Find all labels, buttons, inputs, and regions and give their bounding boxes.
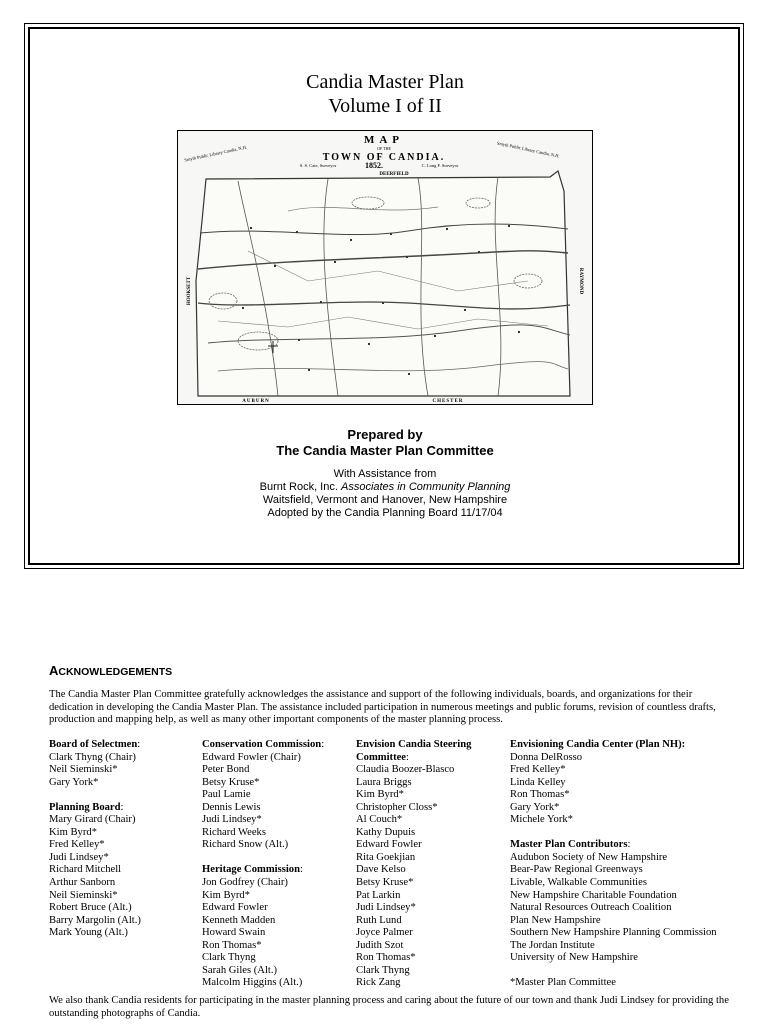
document-title: Candia Master Plan [306, 71, 464, 93]
map-surveyor-right: C. Long F. Surveyor [421, 163, 459, 168]
list-item: Natural Resources Outreach Coalition [510, 902, 672, 914]
list-item: Southern New Hampshire Planning Commission [510, 927, 717, 939]
list-item: New Hampshire Charitable Foundation [510, 889, 677, 901]
list-item: Livable, Walkable Communities [510, 877, 647, 889]
column-center-contributors: Envisioning Candia Center (Plan NH): Donna DelRosso Fred Kelley* Linda Kelley Ron Thomas* Gary York* Michele York* Master Plan Contributors: Audubon Society of New Hampshire Bear-Paw Regional Greenways Livable, Walkable Communities New Hampshire Charitable Foundation Natural Resources Outreach Coalition Plan New Hampshire Southern New Hampshire Planning Commission The Jordan Institute University of New Hampshire *Master Plan Committee [510, 739, 717, 989]
firm-name: Burnt Rock, Inc. [259, 481, 338, 493]
list-item: Gary York* [510, 801, 560, 813]
map-heading-main: TOWN OF CANDIA. [322, 152, 446, 163]
list-item: Judi Lindsey* [202, 814, 262, 826]
volume-subtitle: Volume I of II [328, 95, 442, 117]
list-item: Malcolm Higgins (Alt.) [202, 977, 303, 989]
list-item: The Jordan Institute [510, 939, 595, 951]
list-item: Ron Thomas* [202, 939, 262, 951]
list-item: Rick Zang [356, 977, 401, 989]
list-item: Ron Thomas* [510, 789, 570, 801]
conservation-title: Conservation Commission [202, 739, 322, 750]
list-item: Al Couch* [356, 814, 403, 826]
map-stamp-left: Smyth Public Library Candia, N.H. [183, 144, 248, 163]
map-heading-top: MAP [363, 134, 405, 146]
assistance-from: With Assistance from [333, 468, 437, 480]
list-item: Michele York* [510, 814, 573, 826]
list-item: Richard Weeks [202, 826, 266, 838]
firm-tagline: Associates in Community Planning [340, 481, 511, 493]
envision-title-line2: Committee [356, 751, 406, 763]
town-map-drawing [178, 131, 592, 404]
list-item: Howard Swain [202, 927, 266, 939]
map-year: 1852. [365, 161, 383, 170]
list-item: Peter Bond [202, 764, 250, 776]
firm-location: Waitsfield, Vermont and Hanover, New Hampshire [262, 494, 508, 506]
intro-paragraph: The Candia Master Plan Committee gratefully acknowledges the assistance and support of the following individuals, boards, and organizations for their dedication in developing the Candia Master Plan. The assistance included participation in numerous meetings and public forums, revision of countless drafts, production and mapping help, as well as many other important components of the master planning process. [49, 689, 716, 726]
list-item: Kim Byrd* [356, 789, 404, 801]
envisioning-center-title: Envisioning Candia Center (Plan NH): [510, 739, 686, 750]
adoption-note: Adopted by the Candia Planning Board 11/17/04 [267, 507, 503, 519]
list-item: Edward Fowler (Chair) [202, 751, 301, 763]
list-item: Bear-Paw Regional Greenways [510, 864, 643, 876]
closing-paragraph: We also thank Candia residents for participating in the master planning process and caring about the future of our town and thank Judi Lindsey for providing the outstanding photographs of Candia. [49, 995, 729, 1019]
heading-initial: A [49, 663, 59, 678]
selectmen-title: Board of Selectmen [49, 739, 138, 750]
map-edge-top: DEERFIELD [379, 172, 409, 177]
acknowledgements-heading [49, 663, 172, 678]
list-item: Jon Godfrey (Chair) [202, 877, 288, 889]
list-item: Mark Young (Alt.) [49, 927, 128, 939]
committee-name: The Candia Master Plan Committee [276, 443, 494, 458]
list-item: Judi Lindsey* [356, 902, 416, 914]
map-edge-bottom-left: AUBURN [242, 399, 270, 404]
list-item: Sarah Giles (Alt.) [202, 964, 278, 976]
list-item: Betsy Kruse* [202, 776, 260, 788]
list-item: Neil Sieminski* [49, 764, 118, 776]
list-item: Ron Thomas* [356, 952, 416, 964]
map-heading-of-the: OF THE [377, 146, 391, 151]
list-item: Audubon Society of New Hampshire [510, 851, 668, 863]
list-item: Claudia Boozer-Blasco [356, 764, 455, 776]
firm-line [25, 481, 745, 494]
list-item: Barry Margolin (Alt.) [49, 914, 141, 926]
town-map-image [177, 130, 593, 405]
list-item: Linda Kelley [510, 776, 566, 788]
list-item: Christopher Closs* [356, 801, 438, 813]
list-item: Judith Szot [356, 939, 404, 951]
map-stamp-right: Smyth Public Library Candia, N.H. [496, 140, 561, 159]
list-item: Richard Mitchell [49, 864, 122, 876]
committee-footnote: *Master Plan Committee [510, 977, 616, 989]
list-item: Kim Byrd* [49, 826, 97, 838]
map-edge-bottom-right: CHESTER [432, 399, 464, 404]
list-item: Richard Snow (Alt.) [202, 839, 289, 851]
list-item: Laura Briggs [356, 776, 412, 788]
list-item: Fred Kelley* [510, 764, 566, 776]
list-item: Dennis Lewis [202, 801, 261, 813]
list-item: Kathy Dupuis [356, 826, 416, 838]
cover-frame [24, 23, 744, 569]
list-item: Clark Thyng (Chair) [49, 751, 136, 763]
list-item: Fred Kelley* [49, 839, 105, 851]
list-item: Judi Lindsey* [49, 851, 109, 863]
contributors-title: Master Plan Contributors [510, 839, 628, 851]
list-item: Joyce Palmer [356, 927, 413, 939]
heading-rest: CKNOWLEDGEMENTS [58, 666, 173, 678]
list-item: Mary Girard (Chair) [49, 814, 136, 826]
envision-title-line1: Envision Candia Steering [356, 739, 472, 750]
map-edge-left: HOOKSETT [187, 276, 192, 306]
map-surveyor-left: S. S. Cate, Surveyor [299, 163, 337, 168]
list-item: Edward Fowler [356, 839, 422, 851]
column-conservation-heritage: Conservation Commission: Edward Fowler (Chair) Peter Bond Betsy Kruse* Paul Lamie Dennis Lewis Judi Lindsey* Richard Weeks Richard Snow (Alt.) Heritage Commission: Jon Godfrey (Chair) Kim Byrd* Edward Fowler Kenneth Madden Howard Swain Ron Thomas* Clark Thyng Sarah Giles (Alt.) Malcolm Higgins (Alt.) [202, 739, 325, 989]
column-envision-candia: Envision Candia Steering Committee: Claudia Boozer-Blasco Laura Briggs Kim Byrd* Christopher Closs* Al Couch* Kathy Dupuis Edward Fowler Rita Goekjian Dave Kelso Betsy Kruse* Pat Larkin Judi Lindsey* Ruth Lund Joyce Palmer Judith Szot Ron Thomas* Clark Thyng Rick Zang [356, 739, 472, 989]
planning-board-title: Planning Board [49, 801, 121, 813]
list-item: Donna DelRosso [510, 751, 583, 763]
heritage-title: Heritage Commission [202, 864, 300, 876]
list-item: Pat Larkin [356, 889, 401, 901]
list-item: Gary York* [49, 776, 99, 788]
list-item: Rita Goekjian [356, 851, 416, 863]
list-item: Kenneth Madden [202, 914, 276, 926]
list-item: Neil Sieminski* [49, 889, 118, 901]
map-edge-right: RAYMOND [578, 267, 583, 295]
list-item: Edward Fowler [202, 902, 268, 914]
list-item: Clark Thyng [356, 964, 410, 976]
column-selectmen-planning: Board of Selectmen: Clark Thyng (Chair) Neil Sieminski* Gary York* Planning Board: Mary Girard (Chair) Kim Byrd* Fred Kelley* Judi Lindsey* Richard Mitchell Arthur Sanborn Neil Sieminski* Robert Bruce (Alt.) Barry Margolin (Alt.) Mark Young (Alt.) [49, 739, 141, 939]
list-item: Dave Kelso [356, 864, 406, 876]
list-item: Arthur Sanborn [49, 877, 116, 889]
list-item: Clark Thyng [202, 952, 256, 964]
list-item: Paul Lamie [202, 789, 251, 801]
prepared-by: Prepared by [347, 427, 423, 442]
list-item: Betsy Kruse* [356, 877, 414, 889]
list-item: Ruth Lund [356, 914, 402, 926]
list-item: University of New Hampshire [510, 952, 638, 964]
list-item: Plan New Hampshire [510, 914, 601, 926]
list-item: Kim Byrd* [202, 889, 250, 901]
list-item: Robert Bruce (Alt.) [49, 902, 132, 914]
